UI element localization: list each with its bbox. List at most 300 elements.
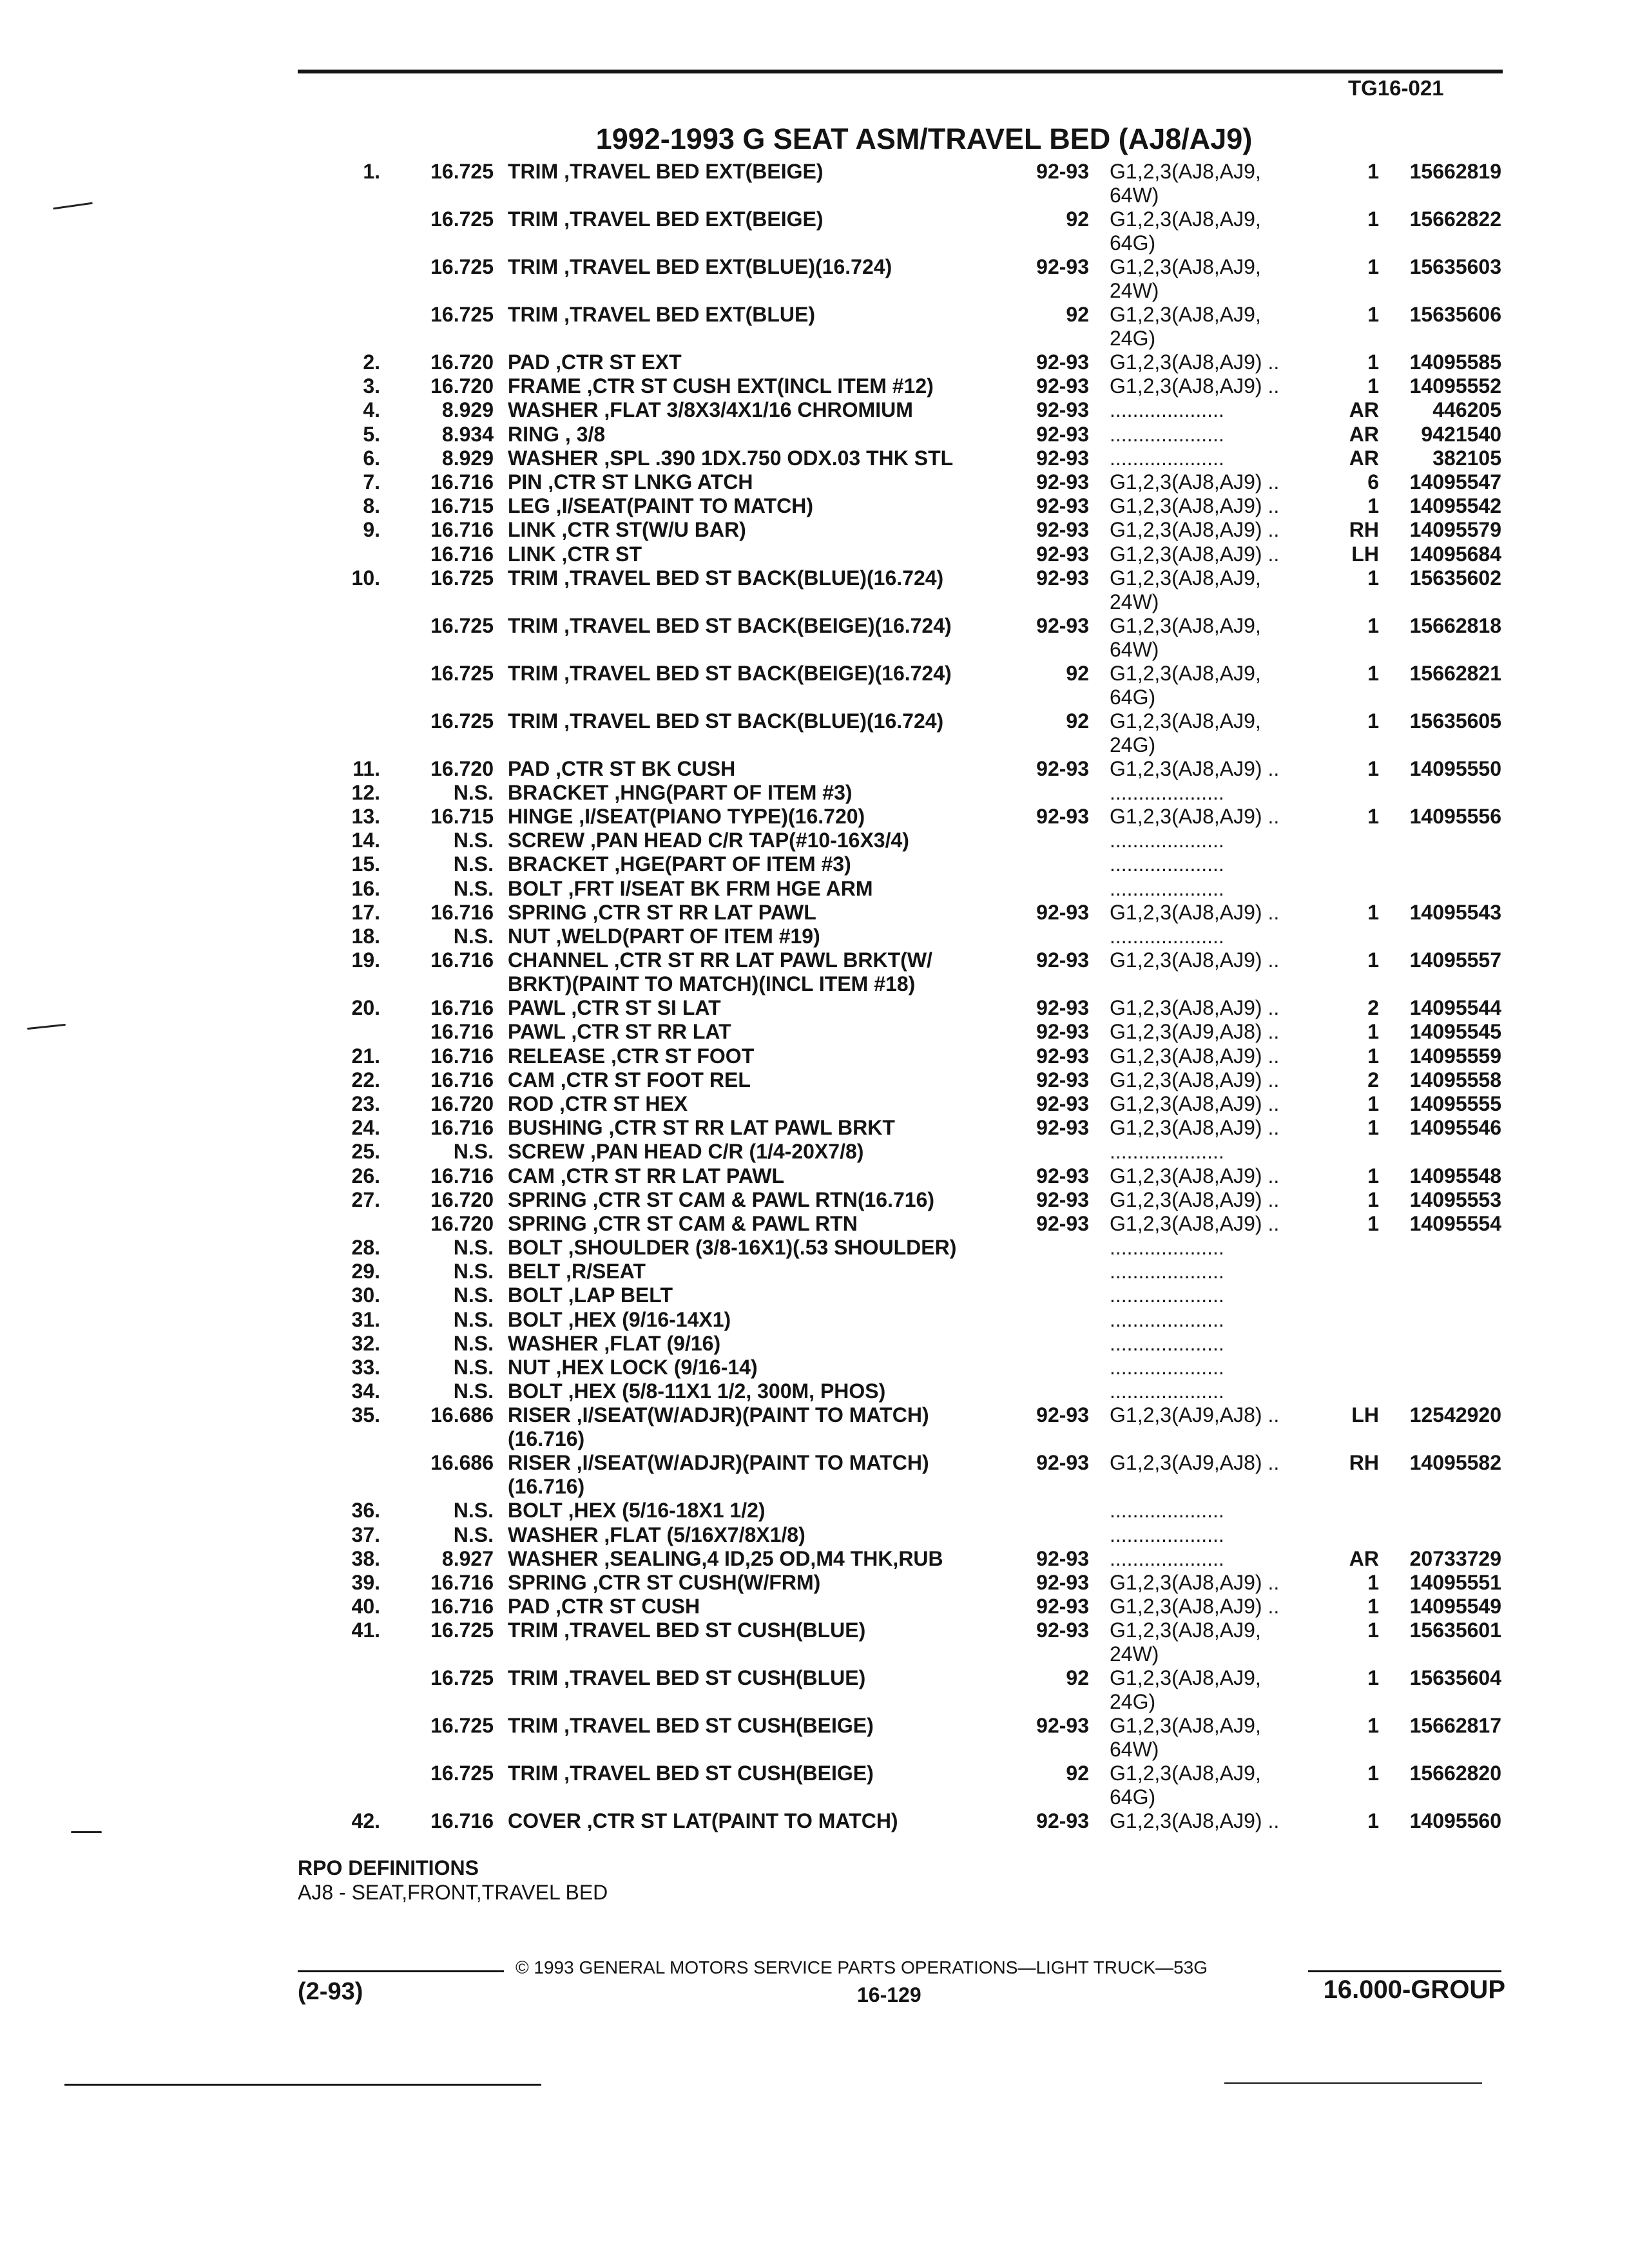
part-detail: ,R/SEAT <box>566 1260 646 1283</box>
part-number: 14095557 <box>1409 948 1501 972</box>
part-detail: ,TRAVEL BED ST CUSH(BEIGE) <box>564 1762 874 1785</box>
part-number: 14095545 <box>1409 1020 1501 1044</box>
description <box>508 398 1017 422</box>
description <box>508 518 1017 542</box>
description <box>508 901 1017 925</box>
model-years: 92-93 <box>1036 1451 1089 1475</box>
part-name: PIN <box>508 470 543 494</box>
part-name: WASHER <box>508 1331 599 1355</box>
item-number: 7. <box>363 470 380 494</box>
part-number: 15662817 <box>1409 1714 1501 1738</box>
parts-row <box>0 948 1629 996</box>
application: G1,2,3(AJ8,AJ9) .. <box>1110 1116 1280 1140</box>
description <box>508 1499 1017 1523</box>
part-number: 14095544 <box>1409 996 1501 1020</box>
part-number: 15635603 <box>1409 255 1501 278</box>
part-detail: ,TRAVEL BED EXT(BEIGE) <box>564 207 824 231</box>
application: .................... <box>1110 1140 1224 1164</box>
description <box>508 614 1017 638</box>
group-number: 16.715 <box>430 494 494 518</box>
part-name: CHANNEL <box>508 948 608 972</box>
part-number: 14095549 <box>1409 1595 1501 1619</box>
parts-row <box>0 1499 1629 1523</box>
parts-row <box>0 829 1629 852</box>
part-number: 20733729 <box>1409 1546 1501 1570</box>
parts-row <box>0 1595 1629 1619</box>
part-number: 382105 <box>1432 446 1501 470</box>
bottom-rule-left <box>64 2084 541 2086</box>
part-name: RELEASE <box>508 1044 606 1068</box>
quantity: 1 <box>1367 566 1379 590</box>
application: .................... <box>1110 852 1224 876</box>
group-number: 16.686 <box>430 1403 494 1427</box>
item-number: 17. <box>351 900 380 924</box>
model-years: 92-93 <box>1036 398 1089 422</box>
description <box>508 1666 1017 1690</box>
parts-row <box>0 1212 1629 1236</box>
model-years: 92-93 <box>1036 351 1089 374</box>
part-detail: ,CTR ST SI LAT <box>571 996 721 1020</box>
part-number: 14095551 <box>1409 1570 1501 1594</box>
group-number: N.S. <box>453 1140 494 1164</box>
part-detail: ,CTR ST FOOT <box>611 1044 755 1068</box>
description <box>508 1332 1017 1356</box>
application: .................... <box>1110 1236 1224 1260</box>
parts-row <box>0 543 1629 566</box>
parts-row <box>0 1762 1629 1809</box>
item-number: 10. <box>351 566 380 590</box>
part-detail: ,HEX (5/16-18X1 1/2) <box>568 1499 766 1523</box>
group-number: 16.716 <box>430 1020 494 1044</box>
part-detail: ,TRAVEL BED ST BACK(BLUE)(16.724) <box>564 709 944 733</box>
parts-row <box>0 1571 1629 1595</box>
parts-row <box>0 662 1629 709</box>
part-name: TRIM <box>508 303 559 326</box>
group-number: N.S. <box>453 780 494 804</box>
footer-group: 16.000-GROUP <box>1323 1975 1505 2004</box>
description <box>508 1116 1017 1140</box>
quantity: 1 <box>1367 351 1379 374</box>
part-detail: ,TRAVEL BED EXT(BLUE) <box>564 303 816 326</box>
part-name: SPRING <box>508 900 587 924</box>
item-number: 3. <box>363 374 380 398</box>
parts-list <box>0 160 1629 1834</box>
description <box>508 757 1017 781</box>
application: .................... <box>1110 780 1224 804</box>
model-years: 92 <box>1066 1762 1089 1785</box>
group-number: 16.725 <box>430 207 494 231</box>
part-detail: ,TRAVEL BED ST CUSH(BLUE) <box>564 1619 866 1642</box>
group-number: 16.716 <box>430 470 494 494</box>
item-number: 16. <box>351 876 380 900</box>
part-number: 14095542 <box>1409 494 1501 518</box>
application: G1,2,3(AJ8,AJ9) .. <box>1110 494 1280 518</box>
group-number: 8.929 <box>441 398 494 422</box>
group-number: 16.725 <box>430 255 494 278</box>
footer-copyright: © 1993 GENERAL MOTORS SERVICE PARTS OPERATIONS—LIGHT TRUCK—53G <box>516 1957 1208 1977</box>
description <box>508 925 1017 948</box>
description <box>508 1523 1017 1547</box>
description <box>508 351 1017 374</box>
part-name: WASHER <box>508 1546 599 1570</box>
parts-row <box>0 494 1629 518</box>
model-years: 92-93 <box>1036 1044 1089 1068</box>
parts-row <box>0 1332 1629 1356</box>
model-years: 92-93 <box>1036 160 1089 183</box>
part-name: RING <box>508 422 559 446</box>
group-number: 16.725 <box>430 1762 494 1785</box>
item-number: 29. <box>351 1260 380 1283</box>
group-number: 16.716 <box>430 996 494 1020</box>
binding-mark <box>71 1831 102 1833</box>
parts-row <box>0 1164 1629 1188</box>
application: .................... <box>1110 398 1224 422</box>
application: .................... <box>1110 1379 1224 1403</box>
part-detail: ,CTR ST FOOT REL <box>560 1068 751 1091</box>
part-detail: ,TRAVEL BED EXT(BEIGE) <box>564 160 824 183</box>
group-number: 16.716 <box>430 518 494 542</box>
parts-row <box>0 566 1629 614</box>
part-name: BOLT <box>508 1236 563 1260</box>
description <box>508 255 1017 279</box>
item-number: 24. <box>351 1116 380 1140</box>
application: G1,2,3(AJ8,AJ9) .. <box>1110 1187 1280 1211</box>
description <box>508 1068 1017 1092</box>
item-number: 35. <box>351 1403 380 1427</box>
item-number: 31. <box>351 1307 380 1331</box>
part-name: TRIM <box>508 207 559 231</box>
model-years: 92-93 <box>1036 613 1089 637</box>
parts-row <box>0 1403 1629 1451</box>
part-detail: , 3/8 <box>564 422 606 446</box>
part-name: TRIM <box>508 709 559 733</box>
part-name: PAWL <box>508 996 566 1020</box>
part-detail: ,I/SEAT(W/ADJR)(PAINT TO MATCH) (16.716) <box>508 1451 929 1499</box>
group-number: N.S. <box>453 925 494 948</box>
parts-row <box>0 447 1629 470</box>
quantity: 1 <box>1367 1116 1379 1140</box>
model-years: 92-93 <box>1036 1187 1089 1211</box>
model-years: 92 <box>1066 207 1089 231</box>
page-title: 1992-1993 G SEAT ASM/TRAVEL BED (AJ8/AJ9) <box>595 122 1253 155</box>
description <box>508 207 1017 231</box>
model-years: 92-93 <box>1036 1809 1089 1833</box>
part-detail: ,CTR ST EXT <box>555 351 682 374</box>
quantity: 1 <box>1367 1666 1379 1690</box>
application: G1,2,3(AJ8,AJ9, 24W) <box>1110 1619 1261 1666</box>
group-number: 16.720 <box>430 1211 494 1235</box>
parts-row <box>0 255 1629 303</box>
application: G1,2,3(AJ8,AJ9, 64W) <box>1110 613 1261 661</box>
model-years: 92-93 <box>1036 1020 1089 1044</box>
item-number: 12. <box>351 780 380 804</box>
part-detail: ,HEX (9/16-14X1) <box>568 1307 731 1331</box>
part-name: TRIM <box>508 1714 559 1738</box>
application: G1,2,3(AJ9,AJ8) .. <box>1110 1020 1280 1044</box>
description <box>508 1595 1017 1619</box>
description <box>508 1164 1017 1188</box>
part-name: TRIM <box>508 160 559 183</box>
model-years: 92-93 <box>1036 1546 1089 1570</box>
quantity: 1 <box>1367 756 1379 780</box>
part-number: 15635601 <box>1409 1619 1501 1642</box>
quantity: 1 <box>1367 1762 1379 1785</box>
part-name: BRACKET <box>508 852 609 876</box>
part-number: 15635602 <box>1409 566 1501 590</box>
description <box>508 1714 1017 1738</box>
description <box>508 374 1017 398</box>
quantity: 1 <box>1367 1091 1379 1115</box>
quantity: 1 <box>1367 374 1379 398</box>
rpo-definitions <box>298 1856 608 1905</box>
group-number: N.S. <box>453 1307 494 1331</box>
parts-row <box>0 1188 1629 1212</box>
parts-row <box>0 1020 1629 1044</box>
application: G1,2,3(AJ9,AJ8) .. <box>1110 1403 1280 1427</box>
description <box>508 543 1017 566</box>
group-number: 16.716 <box>430 900 494 924</box>
description <box>508 303 1017 327</box>
description <box>508 1451 1017 1499</box>
part-number: 14095579 <box>1409 518 1501 542</box>
part-detail: ,CTR ST LAT(PAINT TO MATCH) <box>586 1809 898 1833</box>
model-years: 92-93 <box>1036 1403 1089 1427</box>
item-number: 9. <box>363 518 380 542</box>
description <box>508 1044 1017 1068</box>
parts-row <box>0 1666 1629 1714</box>
part-number: 15635605 <box>1409 709 1501 733</box>
model-years: 92-93 <box>1036 422 1089 446</box>
parts-row <box>0 1283 1629 1307</box>
description <box>508 447 1017 470</box>
model-years: 92-93 <box>1036 470 1089 494</box>
parts-row <box>0 852 1629 876</box>
item-number: 36. <box>351 1499 380 1523</box>
application: G1,2,3(AJ8,AJ9) .. <box>1110 900 1280 924</box>
description <box>508 1188 1017 1212</box>
item-number: 33. <box>351 1356 380 1379</box>
description <box>508 662 1017 686</box>
part-name: TRIM <box>508 613 559 637</box>
description <box>508 1403 1017 1451</box>
model-years: 92-93 <box>1036 996 1089 1020</box>
part-name: PAD <box>508 351 550 374</box>
group-number: N.S. <box>453 1379 494 1403</box>
parts-row <box>0 877 1629 901</box>
parts-row <box>0 398 1629 422</box>
quantity: 1 <box>1367 1211 1379 1235</box>
quantity: RH <box>1349 1451 1379 1475</box>
part-number: 14095553 <box>1409 1187 1501 1211</box>
part-name: TRIM <box>508 566 559 590</box>
parts-row <box>0 160 1629 207</box>
group-number: 16.720 <box>430 1091 494 1115</box>
part-detail: ,LAP BELT <box>568 1283 673 1307</box>
item-number: 11. <box>352 756 380 780</box>
part-number: 15662822 <box>1409 207 1501 231</box>
description <box>508 948 1017 996</box>
item-number: 20. <box>351 996 380 1020</box>
part-number: 15662818 <box>1409 613 1501 637</box>
item-number: 13. <box>351 805 380 829</box>
application: .................... <box>1110 1546 1224 1570</box>
group-number: 8.934 <box>441 422 494 446</box>
group-number: N.S. <box>453 852 494 876</box>
application: G1,2,3(AJ8,AJ9, 64W) <box>1110 1714 1261 1762</box>
quantity: 1 <box>1367 1809 1379 1833</box>
part-number: 15662820 <box>1409 1762 1501 1785</box>
sheet-id: TG16-021 <box>1348 76 1444 100</box>
parts-row <box>0 1140 1629 1164</box>
application: G1,2,3(AJ8,AJ9) .. <box>1110 351 1280 374</box>
group-number: 16.725 <box>430 613 494 637</box>
description <box>508 423 1017 447</box>
application: G1,2,3(AJ8,AJ9) .. <box>1110 470 1280 494</box>
model-years: 92-93 <box>1036 1091 1089 1115</box>
group-number: 16.716 <box>430 1809 494 1833</box>
model-years: 92-93 <box>1036 805 1089 829</box>
part-detail: ,PAN HEAD C/R (1/4-20X7/8) <box>590 1140 864 1164</box>
parts-row <box>0 1809 1629 1833</box>
description <box>508 1020 1017 1044</box>
part-detail: ,I/SEAT(PAINT TO MATCH) <box>555 494 814 518</box>
item-number: 30. <box>351 1283 380 1307</box>
item-number: 5. <box>363 422 380 446</box>
parts-row <box>0 303 1629 351</box>
part-detail: ,TRAVEL BED ST CUSH(BEIGE) <box>564 1714 874 1738</box>
part-number: 14095556 <box>1409 805 1501 829</box>
part-name: SPRING <box>508 1187 587 1211</box>
part-name: COVER <box>508 1809 581 1833</box>
part-name: BRACKET <box>508 780 609 804</box>
part-name: RISER <box>508 1403 571 1427</box>
part-detail: ,CTR ST RR LAT PAWL BRKT <box>608 1116 895 1140</box>
part-detail: ,WELD(PART OF ITEM #19) <box>555 925 820 948</box>
description <box>508 996 1017 1020</box>
description <box>508 781 1017 805</box>
application: G1,2,3(AJ8,AJ9) .. <box>1110 1068 1280 1091</box>
application: G1,2,3(AJ8,AJ9) .. <box>1110 1044 1280 1068</box>
group-number: 16.716 <box>430 1044 494 1068</box>
quantity: RH <box>1349 518 1379 542</box>
application: .................... <box>1110 1260 1224 1283</box>
part-name: PAWL <box>508 1020 566 1044</box>
group-number: 16.686 <box>430 1451 494 1475</box>
model-years: 92-93 <box>1036 756 1089 780</box>
part-detail: ,CTR ST CAM & PAWL RTN(16.716) <box>592 1187 934 1211</box>
parts-row <box>0 1116 1629 1140</box>
part-name: BOLT <box>508 1379 563 1403</box>
group-number: N.S. <box>453 1523 494 1546</box>
part-detail: ,I/SEAT(PIANO TYPE)(16.720) <box>579 805 865 829</box>
description <box>508 1809 1017 1833</box>
footer-rule-left <box>298 1970 504 1972</box>
part-detail: ,SPL .390 1DX.750 ODX.03 THK STL <box>604 446 954 470</box>
application: .................... <box>1110 925 1224 948</box>
item-number: 15. <box>351 852 380 876</box>
group-number: 16.716 <box>430 1570 494 1594</box>
item-number: 2. <box>363 351 380 374</box>
group-number: N.S. <box>453 1236 494 1260</box>
part-name: BOLT <box>508 876 563 900</box>
quantity: 1 <box>1367 1164 1379 1187</box>
group-number: 16.725 <box>430 1714 494 1738</box>
application: G1,2,3(AJ9,AJ8) .. <box>1110 1451 1280 1475</box>
model-years: 92-93 <box>1036 518 1089 542</box>
item-number: 27. <box>351 1187 380 1211</box>
part-number: 15635604 <box>1409 1666 1501 1690</box>
part-name: LINK <box>508 542 556 566</box>
parts-row <box>0 1379 1629 1403</box>
parts-row <box>0 1260 1629 1283</box>
application: G1,2,3(AJ8,AJ9) .. <box>1110 1211 1280 1235</box>
application: G1,2,3(AJ8,AJ9) .. <box>1110 1164 1280 1187</box>
description <box>508 1571 1017 1595</box>
quantity: 1 <box>1367 1044 1379 1068</box>
part-detail: ,SHOULDER (3/8-16X1)(.53 SHOULDER) <box>568 1236 957 1260</box>
quantity: 1 <box>1367 1020 1379 1044</box>
top-rule <box>298 70 1503 73</box>
group-number: N.S. <box>453 1283 494 1307</box>
quantity: 6 <box>1367 470 1379 494</box>
application: .................... <box>1110 1307 1224 1331</box>
quantity: 1 <box>1367 303 1379 326</box>
part-detail: ,CTR ST LNKG ATCH <box>548 470 753 494</box>
part-detail: ,HEX (5/8-11X1 1/2, 300M, PHOS) <box>568 1379 886 1403</box>
quantity: 1 <box>1367 948 1379 972</box>
quantity: 1 <box>1367 661 1379 685</box>
bottom-rule-right <box>1224 2082 1482 2084</box>
description <box>508 1379 1017 1403</box>
quantity: 1 <box>1367 709 1379 733</box>
application: G1,2,3(AJ8,AJ9, 24G) <box>1110 1666 1261 1714</box>
parts-row <box>0 423 1629 447</box>
application: .................... <box>1110 876 1224 900</box>
footer-page-number: 16-129 <box>857 1983 921 2006</box>
part-name: BOLT <box>508 1499 563 1523</box>
part-name: WASHER <box>508 398 599 422</box>
description <box>508 1092 1017 1116</box>
group-number: 16.715 <box>430 805 494 829</box>
description <box>508 1762 1017 1785</box>
part-detail: ,HNG(PART OF ITEM #3) <box>614 780 853 804</box>
quantity: AR <box>1349 446 1379 470</box>
part-name: ROD <box>508 1091 554 1115</box>
description <box>508 1260 1017 1283</box>
model-years: 92-93 <box>1036 1164 1089 1187</box>
part-number: 14095560 <box>1409 1809 1501 1833</box>
part-name: LINK <box>508 518 556 542</box>
part-name: BELT <box>508 1260 561 1283</box>
model-years: 92-93 <box>1036 1714 1089 1738</box>
part-detail: ,PAN HEAD C/R TAP(#10-16X3/4) <box>590 829 909 852</box>
application: G1,2,3(AJ8,AJ9) .. <box>1110 1570 1280 1594</box>
quantity: 1 <box>1367 1595 1379 1619</box>
application: G1,2,3(AJ8,AJ9, 64G) <box>1110 1762 1261 1809</box>
group-number: N.S. <box>453 876 494 900</box>
quantity: LH <box>1351 542 1379 566</box>
part-name: TRIM <box>508 661 559 685</box>
part-number: 9421540 <box>1421 422 1501 446</box>
group-number: 16.716 <box>430 1164 494 1187</box>
application: G1,2,3(AJ8,AJ9) .. <box>1110 996 1280 1020</box>
item-number: 28. <box>351 1236 380 1260</box>
description <box>508 1356 1017 1379</box>
part-detail: ,HEX LOCK (9/16-14) <box>555 1356 758 1379</box>
item-number: 18. <box>351 925 380 948</box>
parts-row <box>0 207 1629 255</box>
part-name: LEG <box>508 494 550 518</box>
